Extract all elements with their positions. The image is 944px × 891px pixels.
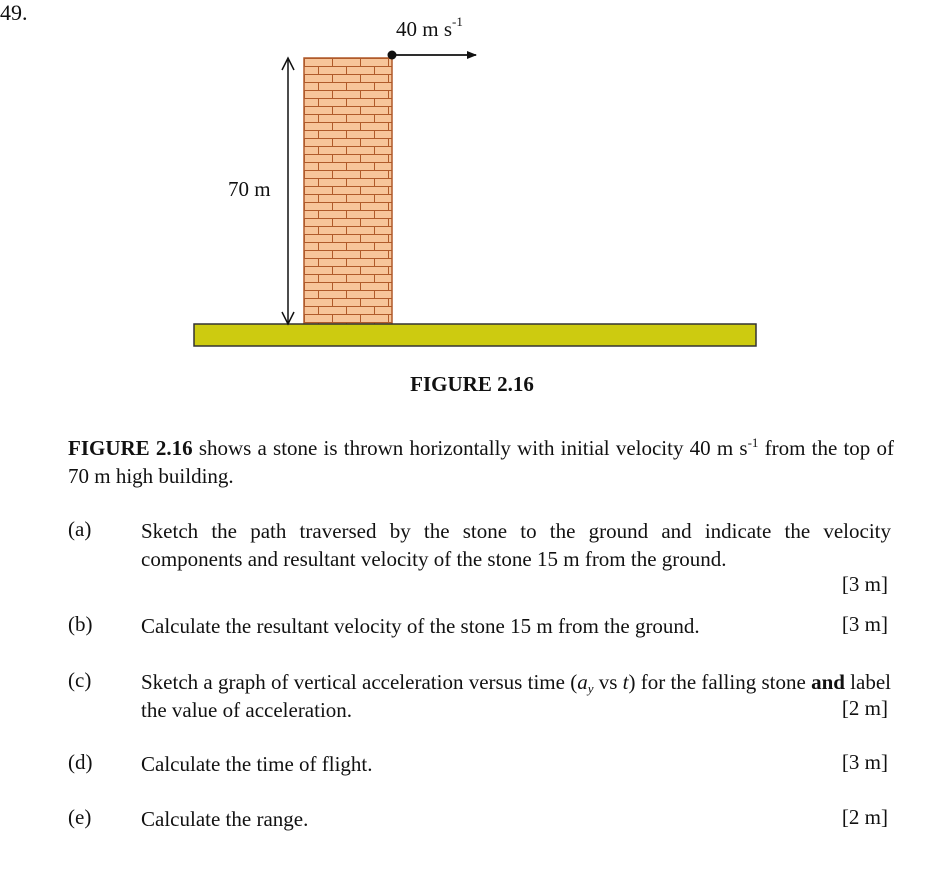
part-e-text: Calculate the range. [141,807,309,831]
part-b-label: (b) [68,612,93,636]
part-a-text: Sketch the path traversed by the stone to the ground and indicate the velocity components and resultant velocity of the stone 15 m from the ground. [141,519,891,571]
part-a-label: (a) [68,517,92,541]
part-e-label: (e) [68,805,92,829]
acceleration-symbol: a [577,670,588,694]
part-c-marks: [2 m] [841,696,888,720]
part-d-text: Calculate the time of flight. [141,752,373,776]
figure-reference: FIGURE 2.16 [68,436,193,460]
question-number: 49. [0,0,28,25]
part-b-marks: [3 m] [841,612,888,636]
part-d-label: (d) [68,750,93,774]
ground [194,324,756,346]
brick-building [304,58,392,324]
part-b-text: Calculate the resultant velocity of the stone 15 m from the ground. [141,614,700,638]
velocity-exponent: -1 [452,14,463,29]
part-a-marks: [3 m] [841,572,888,596]
intro-exponent: -1 [747,435,759,450]
part-e-marks: [2 m] [841,805,888,829]
figure-caption: FIGURE 2.16 [410,372,534,396]
height-label: 70 m [228,177,271,201]
part-d-marks: [3 m] [841,750,888,774]
time-symbol: t [622,670,629,694]
question-intro: FIGURE 2.16 shows a stone is thrown horizontally with initial velocity 40 m $s^{-1}$ from the top of 70 m high building. [68,435,894,488]
acceleration-subscript: y [587,681,594,696]
part-c-label: (c) [68,668,92,692]
velocity-label: 40 m $s^{-1}$ [396,14,463,41]
building-projectile-figure [0,0,944,370]
part-c-text: Sketch a graph of vertical acceleration versus time ($a_y$ vs t) for the falling stone and label the value of acceleration. [141,670,891,722]
